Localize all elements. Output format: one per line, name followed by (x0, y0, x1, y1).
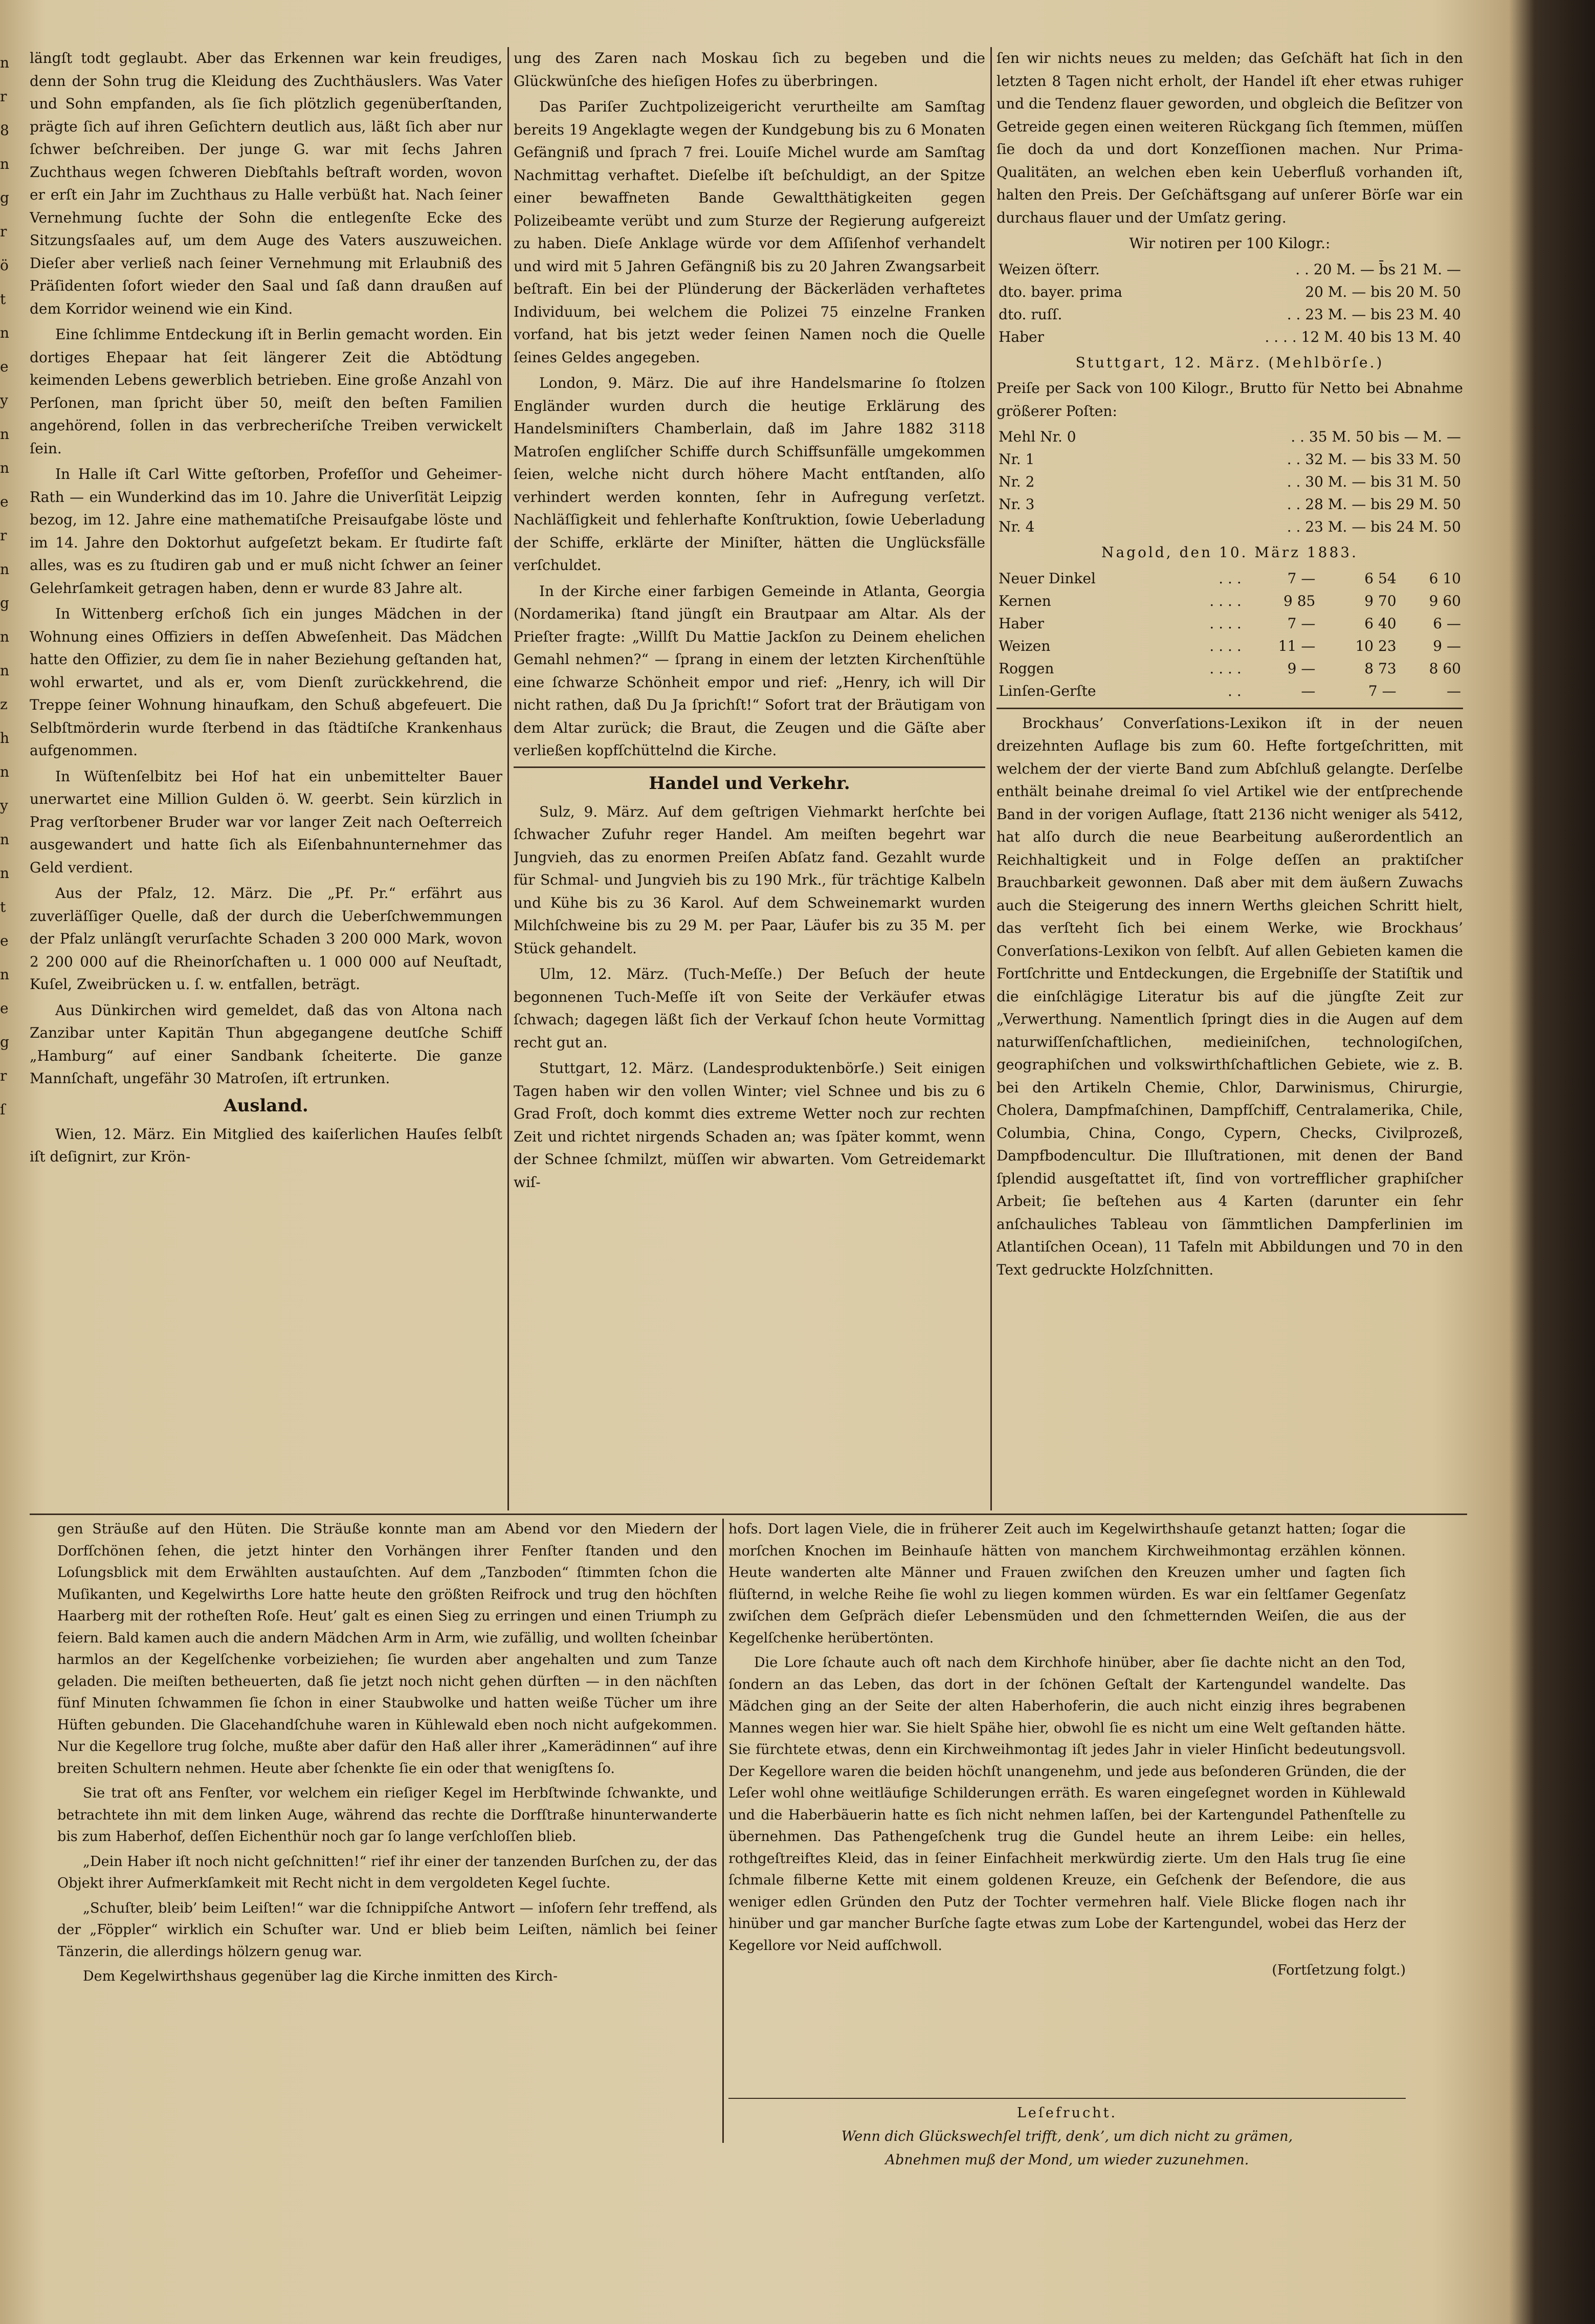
price-value: . . 32 M. — bis 33 M. 50 (1287, 451, 1461, 468)
column-3 (996, 47, 1463, 1505)
article-brockhaus: Brockhaus’ Converſations-Lexikon iſt in der neuen dreizehnten Auflage bis zum 60. Hefte fortgeſchritten, mit welchem der der vierte Band zum Abſchluß gelangte. Derſelbe enthält beinahe dreimal ſo viel Artikel wie der entſprechende Band in der vorigen Auflage, ſtatt 2136 nicht weniger als 5412, hat alſo durch die neue Bearbeitung außerordentlich an Reichhaltigkeit und in Folge deſſen an praktiſcher Brauchbarkeit gewonnen. Daß aber mit dem äußern Zuwachs auch die Steigerung des innern Werths gleichen Schritt hielt, das verſteht ſich bei einem Werke, wie Brockhaus’ Converſations-Lexikon von ſelbſt. Auf allen Gebieten kamen die Fortſchritte und Entdeckungen, die Ergebniſſe der Statiſtik und die einſchlägige Literatur bis auf die jüngſte Zeit zur „Verwerthung. Namentlich ſpringt dies in die Augen auf dem naturwiſſenſchaftlichen, medieiniſchen, technologiſchen, geographiſchen und volkswirthſchaftlichen Gebiete, wie z. B. bei den Artikeln Chemie, Chlor, Darwinismus, Chirurgie, Cholera, Dampfmaſchinen, Dampfſchiff, Centralamerika, Chile, Columbia, China, Congo, Cypern, Checks, Civilprozeß, Dampfbodencultur. Die Illuſtrationen, mit denen der Band ſplendid ausgeſtattet iſt, ſind von vortrefflicher graphiſcher Arbeit; ſie beſtehen aus 4 Karten (darunter ein ſehr anſchauliches Tableau von ſämmtlichen Dampferlinien im Atlantiſchen Ocean), 11 Tafeln mit Abbildungen und 70 in den Text gedruckte Holzſchnitten. (996, 714, 1463, 1278)
fold-letter: g (0, 1034, 9, 1050)
price-value: . . 23 M. — bis 24 M. 50 (1287, 518, 1461, 535)
price-row (996, 281, 1463, 303)
price-row (996, 303, 1463, 326)
article-wittenberg: In Wittenberg erſchoß ſich ein junges Mädchen in der Wohnung eines Offiziers in deſſen Abweſenheit. Das Mädchen hatte den Offizier, zu dem ſie in naher Beziehung geſtanden hat, wohl erwartet, und als er, vom Dienſt zurückkehrend, die Treppe ſeiner Wohnung hinaufkam, den Schuß abgefeuert. Die Selbſtmörderin wurde ſterbend in das ſtädtiſche Krankenhaus aufgenommen. (30, 605, 502, 759)
fold-letter: g (0, 189, 9, 206)
price-value: 6 40 (1364, 615, 1397, 632)
fold-letter: ſ (0, 1101, 6, 1118)
price-value: 9 — (1433, 637, 1461, 654)
fold-letter: h (0, 730, 10, 747)
article-halle: In Halle iſt Carl Witte geſtorben, Profeſſor und Geheimer-Rath — ein Wunderkind das im 10. Jahre die Univerſität Leipzig bezog, im 12. Jahre eine mathematiſche Preisaufgabe löste und im 14. Jahre den Doktorhut aufgeſetzt bekam. Er ſtudirte faſt alles, was es zu ſtudiren gab und er muß nicht ſchwer an ſeiner Gelehrſamkeit getragen haben, denn er wurde 83 Jahre alt. (30, 466, 502, 597)
price-value: 7 — (1368, 682, 1397, 699)
rule-above-brockhaus (996, 708, 1463, 709)
column-rule-2 (990, 47, 992, 1510)
price-value: 6 54 (1364, 569, 1397, 587)
column-rule-1 (507, 47, 509, 1510)
article-london: London, 9. März. Die auf ihre Handelsmarine ſo ſtolzen Engländer wurden durch die heutige Erklärung des Handelsminiſters Chamberlain, daß im Jahre 1882 3118 Matroſen engliſcher Schiffe durch Schiffsunfälle umgekommen ſeien, welche nicht durch höhere Macht entſtanden, alſo verhindert werden konnten, ſehr in Aufregung verſetzt. Nachläſſigkeit und fehlerhafte Konſtruktion, ſowie Ueberladung der Schiffe, erklärte der Miniſter, hätten die Unglücksfälle verſchuldet. (514, 375, 985, 574)
fold-letter: n (0, 628, 10, 645)
mehlboerse-subheading: Preiſe per Sack von 100 Kilogr., Brutto für Netto bei Abnahme größerer Poſten: (996, 380, 1463, 420)
lesefrucht-line-2: Abnehmen muß der Mond, um wieder zuzunehmen. (885, 2152, 1249, 2168)
price-value: . . . (1219, 569, 1242, 587)
article-paris: Das Pariſer Zuchtpolizeigericht verurtheilte am Samſtag bereits 19 Angeklagte wegen der Kundgebung bis zu 6 Monaten Gefängniß und ſprach 7 frei. Louiſe Michel wurde am Samſtag Nachmittag verhaftet. Dieſelbe iſt beſchuldigt, an der Spitze einer bewaffneten Bande Gewaltthätigkeiten gegen Polizeibeamte verübt und zum Sturze der Regierung aufgereizt zu haben. Dieſe Anklage würde vor dem Aſſiſenhof verhandelt und wird mit 5 Jahren Gefängniß bis zu 20 Jahren Zwangsarbeit beſtraft. Ein bei der Plünderung der Bäckerläden verhaftetes Individuum, bei welchem die Polizei 75 einzelne Franken vorfand, hat bis jetzt weder ſeinen Namen noch die Quelle ſeines Geldes angegeben. (514, 98, 985, 366)
price-value: 8 73 (1364, 660, 1397, 677)
fold-letter: n (0, 324, 10, 341)
price-item-label: Haber (999, 328, 1044, 345)
story-part-5: Dem Kegelwirthshaus gegenüber lag die Kirche inmitten des Kirch- (83, 1968, 558, 1984)
price-value: 10 23 (1355, 637, 1397, 654)
price-row (996, 635, 1463, 657)
price-item-label: Nr. 2 (999, 473, 1035, 490)
fold-letter: g (0, 595, 9, 611)
fold-letter: e (0, 1000, 9, 1017)
price-value: 9 85 (1283, 592, 1316, 609)
price-table-flour (996, 426, 1463, 538)
feuilleton-left (57, 1519, 717, 2158)
price-item-label: Haber (999, 615, 1044, 632)
fold-letter: n (0, 459, 10, 476)
story-part-1: gen Sträuße auf den Hüten. Die Sträuße konnte man am Abend vor den Miedern der Dorfſchönen ſehen, die jetzt hinter den Vorhängen ihrer Fenſter ſtanden und den Loſungsblick mit dem Erwählten austauſchten. Auf dem „Tanzboden“ ſtimmten ſchon die Muſikanten, und Kegelwirths Lore hatte heute den größten Reifrock und trug den höchſten Haarberg mit der rotheſten Roſe. Heut’ galt es einen Sieg zu erringen und einen Triumph zu feiern. Bald kamen auch die andern Mädchen Arm in Arm, wie zufällig, und wollten ſcheinbar harmlos an der Kegelſchenke vorbeiziehen; ſie wurden aber angehalten und zum Tanze geladen. Die meiſten betheuerten, daß ſie jetzt noch nicht gehen dürften — in den nächſten fünf Minuten ſchwammen ſie ſchon in einer Staubwolke und hatten weiße Tücher um ihre Hüften gebunden. Die Glacehandſchuhe waren in Kühlewald eben noch nicht aufgekommen. Nur die Kegellore trug ſolche, mußte aber dafür den Haß aller ihrer „Kamerädinnen“ auf ihre breiten Schultern nehmen. Heute aber ſchenkte ſie ein oder that wenigſtens ſo. (57, 1521, 717, 1777)
feuilleton-rule (30, 1514, 1467, 1515)
story-part-7: Die Lore ſchaute auch oft nach dem Kirchhofe hinüber, aber ſie dachte nicht an den Tod, ſondern an das Leben, das dort in der ſchönen Geſtalt der Kartengundel wandelte. Das Mädchen ging an der Seite der alten Haberhoferin, die auch nicht einzig ihres begrabenen Mannes wegen hier war. Sie hielt Spähe hier, obwohl ſie es nicht um eine Welt geſtanden hätte. Sie fürchtete etwas, denn ein Kirchweihmontag iſt jedes Jahr in vieler Hinſicht bedeutungsvoll. Der Kegellore waren die beiden höchſt unangenehm, und jede aus beſonderen Gründen, die der Leſer wohl ohne weitläufige Schilderungen erräth. Es waren eingeſegnet worden in Kühlewald und die Haberbäuerin hatte es ſich nicht nehmen laſſen, bei der Kartengundel Pathenſtelle zu übernehmen. Das Pathengeſchenk trug die Gundel heute an ihrem Leibe: ein helles, rothgeſtreiftes Kleid, das in ſeiner Einfachheit merkwürdig zierte. Um den Hals trug ſie eine ſchmale filberne Kette mit einem goldenen Kreuze, ein Geſchenk der Beſendore, die aus weniger edlen Gründen den Putz der Tochter vermehren half. Viele Blicke flogen nach ihr hinüber und gar mancher Burſche ſagte etwas zum Lobe der Kartengundel, wobei das Herz der Kegellore vor Neid aufſchwoll. (728, 1655, 1406, 1954)
price-table-nagold (996, 567, 1463, 703)
price-row (996, 426, 1463, 448)
heading-ausland: Ausland. (224, 1095, 308, 1116)
fold-letter: n (0, 662, 10, 679)
lesefrucht-title: Leſefrucht. (1016, 2105, 1118, 2121)
fold-letter: z (0, 696, 8, 713)
price-row (996, 680, 1463, 703)
price-item-label: Weizen (999, 637, 1051, 654)
story-part-2: Sie trat oft ans Fenſter, vor welchem ein rieſiger Kegel im Herbſtwinde ſchwankte, und betrachtete ihn mit dem linken Auge, während das rechte die Dorfſtraße hinunterwanderte bis zum Haberhof, deſſen Eichenthür noch gar ſo lange verſchloſſen blieb. (57, 1785, 717, 1845)
price-value: 9 60 (1429, 592, 1461, 609)
price-item-label: Neuer Dinkel (999, 569, 1096, 587)
column-2 (514, 47, 985, 1505)
price-item-label: Linſen-Gerſte (999, 682, 1096, 699)
fold-letter: y (0, 797, 8, 814)
article-stuttgart-produkte: Stuttgart, 12. März. (Landesproduktenbörſe.) Seit einigen Tagen haben wir den vollen Winter; viel Schnee und bis zu 6 Grad Froſt, doch kommt dies extreme Wetter noch zur rechten Zeit und richtet nirgends Schaden an; was ſpäter kommt, wenn der Schnee ſchmilzt, müſſen wir abwarten. Vom Getreidemarkt wiſ- (514, 1060, 985, 1191)
price-value: 7 — (1287, 569, 1316, 587)
price-row (996, 493, 1463, 516)
price-value: 11 — (1278, 637, 1316, 654)
fold-letter: r (0, 527, 7, 544)
price-value: . . 23 M. — bis 23 M. 40 (1287, 305, 1461, 323)
fold-letter: n (0, 426, 10, 443)
price-value: . . 30 M. — bis 31 M. 50 (1287, 473, 1461, 490)
lesefrucht-rule (728, 2098, 1406, 2099)
price-item-label: dto. ruſſ. (999, 305, 1062, 323)
price-row (996, 471, 1463, 493)
fold-letter: n (0, 865, 10, 882)
fold-letter: e (0, 493, 9, 510)
price-value: 20 M. — bis 20 M. 50 (1305, 283, 1461, 300)
story-part-3: „Dein Haber iſt noch nicht geſchnitten!“ rief ihr einer der tanzenden Burſchen zu, der das Objekt ihrer Aufmerkſamkeit mit Recht nicht in dem vergoldeten Kegel ſuchte. (57, 1853, 717, 1891)
article-berlin: Eine ſchlimme Entdeckung iſt in Berlin gemacht worden. Ein dortiges Ehepaar hat ſeit längerer Zeit die Abtödtung keimenden Lebens gewerblich betrieben. Eine große Anzahl von Perſonen, man ſpricht über 50, meiſt den beſten Familien angehörend, ſollen in das verbrecheriſche Treiben verwickelt ſein. (30, 326, 502, 457)
price-item-label: Nr. 1 (999, 451, 1035, 468)
fold-letter: r (0, 223, 7, 240)
price-value: — (1447, 682, 1461, 699)
price-header: Wir notiren per 100 Kilogr.: (1129, 235, 1331, 252)
article-trial: längſt todt geglaubt. Aber das Erkennen war kein freudiges, denn der Sohn trug die Kleidung des Zuchthäuslers. Was Vater und Sohn empfanden, als ſie ſich plötzlich gegenüberſtanden, prägte ſich auf ihren Geſichtern deutlich aus, läßt ſich aber nur ſchwer beſchreiben. Der junge G. war mit ſechs Jahren Zuchthaus wegen ſchweren Diebſtahls beſtraft worden, wovon er erſt ein Jahr im Zuchthaus zu Halle verbüßt hat. Nach ſeiner Vernehmung ſuchte der Sohn die entlegenſte Ecke des Sitzungsſaales auf, um dem Auge des Vaters auszuweichen. Dieſer aber verließ nach ſeiner Vernehmung mit Erlaubniß des Präſidenten ſofort wieder den Saal und ſaß dann draußen auf dem Korridor weinend wie ein Kind. (30, 50, 502, 317)
fold-letter: t (0, 898, 6, 915)
fold-letter: n (0, 561, 10, 578)
lesefrucht-box (728, 2103, 1406, 2175)
price-value: . . 20 M. — b̄s 21 M. — (1295, 260, 1461, 278)
fold-letter: r (0, 1067, 7, 1084)
article-wuestenselbitz: In Wüſtenſelbitz bei Hof hat ein unbemittelter Bauer unerwartet eine Million Gulden ö. W. geerbt. Sein kürzlich in Prag verſtorbener Bruder war vor langer Zeit nach Oeſterreich ausgewandert und hatte ſich als Eiſenbahnunternehmer das Geld verdient. (30, 768, 502, 876)
price-row (996, 448, 1463, 471)
price-value: . . . . (1209, 592, 1242, 609)
lesefrucht-line-1: Wenn dich Glückswechſel trifft, denk’, um dich nicht zu grämen, (841, 2129, 1293, 2144)
price-value: 6 10 (1429, 569, 1461, 587)
price-value: 7 — (1287, 615, 1316, 632)
price-item-label: Roggen (999, 660, 1054, 677)
fold-letter: 8 (0, 122, 9, 139)
price-value: . . (1228, 682, 1242, 699)
price-value: . . . . 12 M. 40 bis 13 M. 40 (1265, 328, 1461, 345)
article-ulm: Ulm, 12. März. (Tuch-Meſſe.) Der Beſuch der heute begonnenen Tuch-Meſſe iſt von Seite der Verkäufer etwas ſchwach; dagegen läßt ſich der Verkauf ſchon heute Vormittag recht gut an. (514, 966, 985, 1051)
mehlboerse-heading: Stuttgart, 12. März. (Mehlbörſe.) (1075, 354, 1384, 371)
price-value: 9 70 (1364, 592, 1397, 609)
fold-letter: n (0, 966, 10, 983)
fold-letter: r (0, 88, 7, 105)
article-pfalz: Aus der Pfalz, 12. März. Die „Pf. Pr.“ erfährt aus zuverläſſiger Quelle, daß der durch die Ueberſchwemmungen der Pfalz unlängſt verurſachte Schaden 3 200 000 Mark, wovon 2 200 000 auf die Rheinorſchaften u. 1 000 000 auf Neuſtadt, Kuſel, Zweibrücken u. ſ. w. entfallen, beträgt. (30, 885, 502, 993)
article-atlanta: In der Kirche einer farbigen Gemeinde in Atlanta, Georgia (Nordamerika) ſtand jüngſt ein Brautpaar am Altar. Als der Prieſter fragte: „Willſt Du Mattie Jackſon zu Deinem ehelichen Gemahl nehmen?“ — ſprang in einem der letzten Kirchenſtühle eine ſchwarze Schönheit empor und rief: „Henry, ich will Dir nicht rathen, daß Du Ja ſprichſt!“ Sofort trat der Bräutigam von dem Altar zurück; die Braut, die Zeugen und die Gäſte aber verließen kopfſchüttelnd die Kirche. (514, 582, 985, 759)
price-item-label: Mehl Nr. 0 (999, 428, 1076, 445)
nagold-heading: Nagold, den 10. März 1883. (1101, 544, 1359, 561)
fold-letter: y (0, 392, 8, 409)
rule-above-handel (514, 766, 985, 768)
price-item-label: Nr. 4 (999, 518, 1035, 535)
price-row (996, 258, 1463, 281)
article-duenkirchen: Aus Dünkirchen wird gemeldet, daß das von Altona nach Zanzibar unter Kapitän Thun abgegangene deutſche Schiff „Hamburg“ auf einer Sandbank ſcheiterte. Die ganze Mannſchaft, ungefähr 30 Matroſen, iſt ertrunken. (30, 1001, 502, 1087)
fold-letter: t (0, 291, 6, 308)
price-value: — (1301, 682, 1316, 699)
price-value: 6 — (1433, 615, 1461, 632)
fortsetzung-note: (Fortſetzung folgt.) (1272, 1962, 1406, 1978)
fold-letter: n (0, 831, 10, 848)
feuilleton-column-rule (722, 1519, 724, 2143)
price-row (996, 590, 1463, 612)
price-row (996, 326, 1463, 348)
price-value: . . . . (1209, 637, 1242, 654)
price-item-label: Nr. 3 (999, 496, 1035, 513)
column-1 (30, 47, 502, 1505)
fold-letter: e (0, 358, 9, 375)
price-table-grain (996, 258, 1463, 348)
price-value: . . 35 M. 50 bis — M. — (1291, 428, 1461, 445)
article-sulz: Sulz, 9. März. Auf dem geſtrigen Viehmarkt herſchte bei ſchwacher Zufuhr reger Handel. Am meiſten begehrt war Jungvieh, das zu enormen Preiſen Abſatz fand. Gezahlt wurde für Schmal- und Jungvieh bis zu 190 Mrk., für trächtige Kalbeln und Kühe bis zu 36 Karol. Auf dem Schweinemarkt wurden Milchſchweine bis zu 29 M. per Paar, Läufer bis zu 35 M. per Stück gehandelt. (514, 803, 985, 957)
fold-letter: n (0, 156, 10, 172)
story-part-4: „Schuſter, bleib’ beim Leiſten!“ war die ſchnippiſche Antwort — inſofern ſehr treffend, als der „Föppler“ wirklich ein Schuſter war. Und er blieb beim Leiſten, nämlich bei ſeiner Tänzerin, die allerdings hölzern genug war. (57, 1900, 717, 1960)
price-item-label: Weizen öſterr. (999, 260, 1100, 278)
price-value: 8 60 (1429, 660, 1461, 677)
fold-letter: e (0, 932, 9, 949)
story-part-6: hofs. Dort lagen Viele, die in früherer Zeit auch im Kegelwirthshauſe getanzt hatten; ſogar die morſchen Knochen im Beinhauſe hätten von manchem Kirchweihmontag erzählen können. Heute wanderten alte Männer und Frauen zwiſchen den Kreuzen umher und ſagten ſich flüſternd, in welche Reihe ſie wohl zu liegen kommen würden. Es war ein ſeltſamer Gegenſatz zwiſchen dem Geſpräch dieſer Lebensmüden und den ſchmetternden Weiſen, die aus der Kegelſchenke herübertönten. (728, 1521, 1406, 1646)
feuilleton-right (728, 1519, 1406, 2093)
price-value: . . 28 M. — bis 29 M. 50 (1287, 496, 1461, 513)
fold-letter: ö (0, 257, 9, 274)
price-value: . . . . (1209, 615, 1242, 632)
price-value: 9 — (1287, 660, 1316, 677)
fold-letter: n (0, 54, 10, 71)
price-item-label: Kernen (999, 592, 1051, 609)
price-row (996, 612, 1463, 635)
price-row (996, 516, 1463, 538)
article-wien: Wien, 12. März. Ein Mitglied des kaiſerlichen Hauſes ſelbſt iſt deſignirt, zur Krön- (30, 1125, 502, 1165)
price-row (996, 567, 1463, 590)
price-value: . . . . (1209, 660, 1242, 677)
left-fold-letters (0, 46, 20, 1127)
fold-letter: n (0, 763, 10, 780)
heading-handel-verkehr: Handel und Verkehr. (649, 773, 850, 794)
price-row (996, 657, 1463, 680)
price-item-label: dto. bayer. prima (999, 283, 1122, 300)
market-report-intro: ſen wir nichts neues zu melden; das Geſchäft hat ſich in den letzten 8 Tagen nicht erholt, der Handel iſt eher etwas ruhiger und die Tendenz flauer geworden, und obgleich die Beſitzer von Getreide gegen einen weiteren Rückgang ſich ſtemmen, müſſen ſie doch da und dort Konzeſſionen machen. Nur Prima-Qualitäten, an welchen eben kein Ueberfluß vorhanden iſt, halten den Preis. Der Geſchäftsgang auf unſerer Börſe war ein durchaus flauer und der Umſatz gering. (996, 50, 1463, 226)
article-zar: ung des Zaren nach Moskau ſich zu begeben und die Glückwünſche des hieſigen Hofes zu überbringen. (514, 50, 985, 90)
